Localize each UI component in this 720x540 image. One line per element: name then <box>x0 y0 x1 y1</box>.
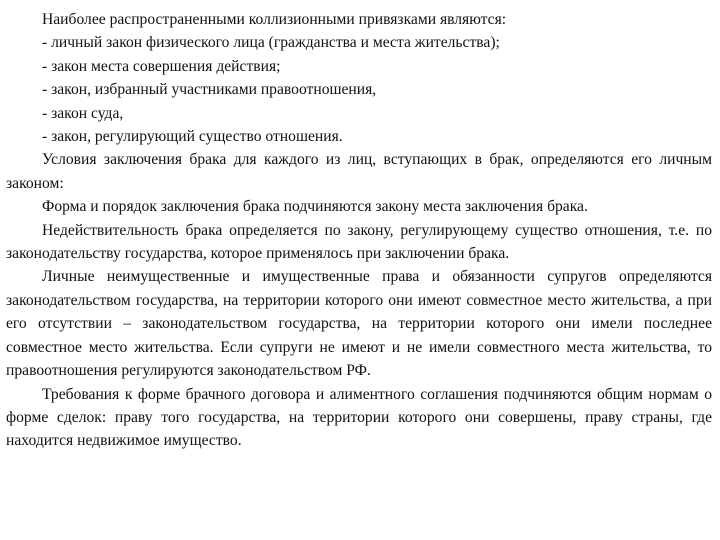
paragraph-marriage-conditions: Условия заключения брака для каждого из лиц, вступающих в брак, определяются его личным законом: <box>6 151 712 192</box>
document-page <box>6 8 712 453</box>
list-item: - закон места совершения действия; <box>42 57 281 75</box>
paragraph-spouse-rights: Личные неимущественные и имущественные права и обязанности супругов определяются законодательством государства, на территории которого они имеют совместное место жительства, а при его отсутствии – законодательством государства, на территории которого они имели последнее совместное место жительства. Если супруги не имеют и не имели совместного места жительства, то правоотношения регулируются законодательством РФ. <box>6 268 712 380</box>
paragraph-marriage-invalidity: Недействительность брака определяется по закону, регулирующему существо отношения, т.е. по законодательству государства, которое применялось при заключении брака. <box>6 221 712 263</box>
paragraph-contract-form: Требования к форме брачного договора и алиментного соглашения подчиняются общим нормам о форме сделок: праву того государства, на территории которого они совершены, праву страны, где находится недвижимое имущество. <box>6 385 712 450</box>
list-item: - закон суда, <box>42 104 124 122</box>
list-item: - личный закон физического лица (гражданства и места жительства); <box>42 34 500 52</box>
paragraph-marriage-form: Форма и порядок заключения брака подчиняются закону места заключения брака. <box>42 198 588 216</box>
intro-line: Наиболее распространенными коллизионными привязками являются: <box>42 11 507 28</box>
list-item: - закон, регулирующий существо отношения. <box>42 128 343 146</box>
list-item: - закон, избранный участниками правоотношения, <box>42 81 377 99</box>
